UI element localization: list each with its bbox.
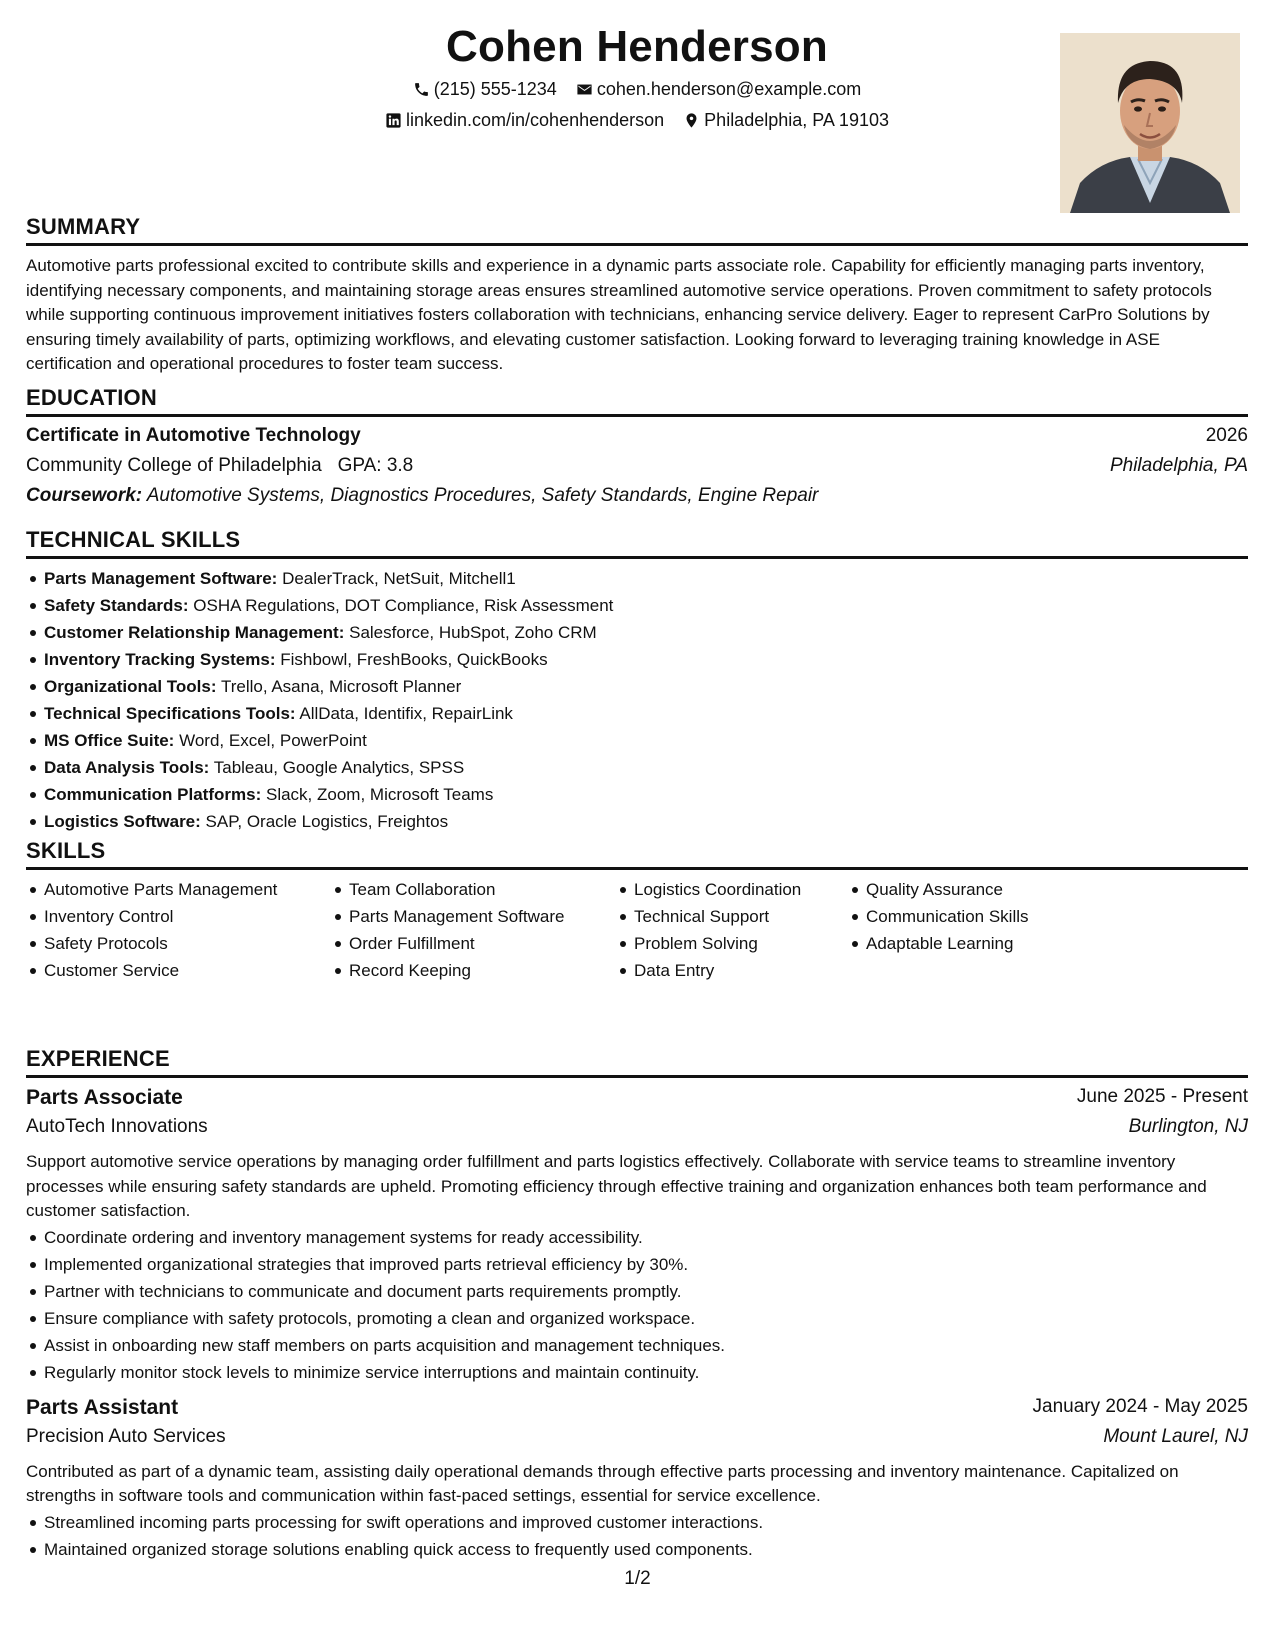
summary-section: [26, 214, 1248, 377]
list-item: Implemented organizational strategies that improved parts retrieval efficiency by 30%.: [44, 1251, 1248, 1278]
email-text: cohen.henderson@example.com: [596, 79, 862, 99]
summary-heading: SUMMARY: [26, 214, 1248, 246]
linkedin-text: linkedin.com/in/cohenhenderson: [405, 110, 665, 130]
gpa: GPA: 3.8: [337, 455, 414, 476]
tech-skill-value: Word, Excel, PowerPoint: [179, 731, 367, 750]
experience-section: [26, 1046, 1248, 1563]
skills-section: [26, 838, 1248, 986]
list-item: Communication Skills: [866, 903, 1029, 930]
tech-skill-value: AllData, Identifix, RepairLink: [299, 704, 513, 723]
list-item: Ensure compliance with safety protocols, promoting a clean and organized workspace.: [44, 1305, 1248, 1332]
phone-contact: [413, 79, 557, 100]
job-title: Parts Associate: [26, 1086, 183, 1109]
tech-skill-value: Salesforce, HubSpot, Zoho CRM: [349, 623, 597, 642]
job-dates: January 2024 - May 2025: [1032, 1395, 1248, 1417]
list-item: [44, 619, 1248, 646]
tech-skill-label: Safety Standards:: [44, 596, 189, 615]
list-item: Logistics Coordination: [634, 876, 801, 903]
job-summary: Contributed as part of a dynamic team, assisting daily operational demands through effective parts processing and inventory maintenance. Capitalized on strengths in software tools and communication within fast-paced settings, essential for service excellence.: [26, 1461, 1179, 1505]
list-item: Record Keeping: [349, 957, 564, 984]
list-item: Streamlined incoming parts processing for swift operations and improved customer interactions.: [44, 1509, 1248, 1536]
job-location: Mount Laurel, NJ: [1103, 1425, 1248, 1447]
location-contact: [683, 110, 889, 131]
envelope-icon: [576, 81, 593, 98]
education-section: [26, 385, 1248, 515]
school-location: Philadelphia, PA: [1109, 455, 1248, 476]
job-entry-1: [26, 1086, 1248, 1386]
job-summary: Support automotive service operations by managing order fulfillment and parts logistics effectively. Collaborate with service teams to streamline inventory processes while ensuring safety standards are upheld. Promoting efficiency through effective training and organization enhances both team performance and customer satisfaction.: [26, 1152, 1207, 1220]
job-company-row: [26, 1426, 1248, 1460]
tech-skill-label: Logistics Software:: [44, 812, 201, 831]
tech-skill-label: Communication Platforms:: [44, 785, 262, 804]
list-item: [44, 727, 1248, 754]
company-name: AutoTech Innovations: [26, 1116, 208, 1137]
resume-header: [26, 22, 1248, 212]
job-location: Burlington, NJ: [1128, 1116, 1248, 1137]
list-item: Team Collaboration: [349, 876, 564, 903]
list-item: Customer Service: [44, 957, 277, 984]
list-item: Assist in onboarding new staff members on parts acquisition and management techniques.: [44, 1332, 1248, 1359]
tech-skill-value: Slack, Zoom, Microsoft Teams: [265, 785, 494, 804]
list-item: Coordinate ordering and inventory management systems for ready accessibility.: [44, 1224, 1248, 1251]
profile-photo: [1060, 33, 1240, 213]
phone-icon: [413, 81, 430, 98]
map-pin-icon: [683, 112, 700, 129]
list-item: [44, 754, 1248, 781]
skills-heading: SKILLS: [26, 838, 1248, 870]
list-item: Maintained organized storage solutions enabling quick access to frequently used components.: [44, 1536, 1248, 1563]
list-item: Automotive Parts Management: [44, 876, 277, 903]
tech-skill-value: SAP, Oracle Logistics, Freightos: [205, 812, 449, 831]
email-contact[interactable]: [576, 79, 861, 100]
list-item: [44, 565, 1248, 592]
tech-skill-label: Data Analysis Tools:: [44, 758, 210, 777]
list-item: Quality Assurance: [866, 876, 1029, 903]
tech-skill-value: Tableau, Google Analytics, SPSS: [213, 758, 465, 777]
skills-column-3: [616, 876, 801, 984]
company-name: Precision Auto Services: [26, 1425, 226, 1447]
degree-name: Certificate in Automotive Technology: [26, 425, 361, 446]
education-row-2: [26, 455, 1248, 485]
list-item: Technical Support: [634, 903, 801, 930]
tech-skill-label: MS Office Suite:: [44, 731, 175, 750]
resume-page: [26, 0, 1248, 1650]
list-item: Inventory Control: [44, 903, 277, 930]
list-item: [44, 646, 1248, 673]
location-text: Philadelphia, PA 19103: [704, 110, 889, 130]
job-title: Parts Assistant: [26, 1395, 179, 1419]
list-item: Regularly monitor stock levels to minimize service interruptions and maintain continuity.: [44, 1359, 1248, 1386]
list-item: [44, 781, 1248, 808]
job-entry-2: [26, 1396, 1248, 1563]
tech-skill-label: Parts Management Software:: [44, 569, 278, 588]
tech-skill-value: OSHA Regulations, DOT Compliance, Risk Assessment: [193, 596, 614, 615]
coursework-row: [26, 485, 1248, 515]
tech-skill-value: DealerTrack, NetSuit, Mitchell1: [282, 569, 516, 588]
summary-text: Automotive parts professional excited to contribute skills and experience in a dynamic parts associate role. Capability for efficiently managing parts inventory, identifying necessary components, and maintaining storage areas ensures streamlined automotive service operations. Proven commitment to safety protocols while supporting continuous improvement initiatives fosters collaboration with technicians, enhancing service delivery. Eager to represent CarPro Solutions by ensuring timely availability of parts, optimizing workflows, and elevating customer satisfaction. Looking forward to leveraging training knowledge in ASE certification and operational procedures to foster team success.: [26, 256, 1212, 373]
technical-skills-section: [26, 527, 1248, 835]
skills-column-2: [331, 876, 564, 984]
list-item: Data Entry: [634, 957, 801, 984]
list-item: Parts Management Software: [349, 903, 564, 930]
education-row-1: [26, 425, 1248, 455]
list-item: Problem Solving: [634, 930, 801, 957]
job-bullets: [26, 1509, 1248, 1563]
school-name: Community College of Philadelphia: [26, 455, 322, 476]
skills-column-1: [26, 876, 277, 984]
list-item: [44, 808, 1248, 835]
list-item: [44, 592, 1248, 619]
skills-column-4: [848, 876, 1029, 957]
list-item: Partner with technicians to communicate and document parts requirements promptly.: [44, 1278, 1248, 1305]
coursework-label: Coursework:: [26, 485, 143, 506]
technical-skills-list: [26, 565, 1248, 835]
candidate-name: Cohen Henderson: [446, 22, 828, 71]
linkedin-contact[interactable]: [385, 110, 664, 131]
skills-grid: [26, 876, 1248, 986]
list-item: [44, 700, 1248, 727]
portrait-illustration: [1060, 33, 1240, 213]
coursework-list: Automotive Systems, Diagnostics Procedures, Safety Standards, Engine Repair: [146, 485, 819, 506]
education-heading: EDUCATION: [26, 385, 1248, 417]
list-item: Order Fulfillment: [349, 930, 564, 957]
list-item: Safety Protocols: [44, 930, 277, 957]
technical-skills-heading: TECHNICAL SKILLS: [26, 527, 1248, 559]
tech-skill-label: Inventory Tracking Systems:: [44, 650, 276, 669]
page-number: 1/2: [624, 1568, 651, 1589]
job-title-row: [26, 1396, 1248, 1426]
coursework: [26, 485, 818, 507]
tech-skill-label: Technical Specifications Tools:: [44, 704, 296, 723]
list-item: [44, 673, 1248, 700]
linkedin-icon: [385, 112, 402, 129]
tech-skill-label: Organizational Tools:: [44, 677, 217, 696]
list-item: Adaptable Learning: [866, 930, 1029, 957]
tech-skill-value: Trello, Asana, Microsoft Planner: [220, 677, 462, 696]
tech-skill-label: Customer Relationship Management:: [44, 623, 345, 642]
tech-skill-value: Fishbowl, FreshBooks, QuickBooks: [280, 650, 548, 669]
job-title-row: [26, 1086, 1248, 1116]
experience-heading: EXPERIENCE: [26, 1046, 1248, 1078]
job-dates: June 2025 - Present: [1076, 1086, 1248, 1107]
school-info: [26, 455, 413, 477]
job-bullets: [26, 1224, 1248, 1386]
phone-text: (215) 555-1234: [433, 79, 557, 99]
graduation-year: 2026: [1205, 425, 1248, 446]
job-company-row: [26, 1116, 1248, 1150]
